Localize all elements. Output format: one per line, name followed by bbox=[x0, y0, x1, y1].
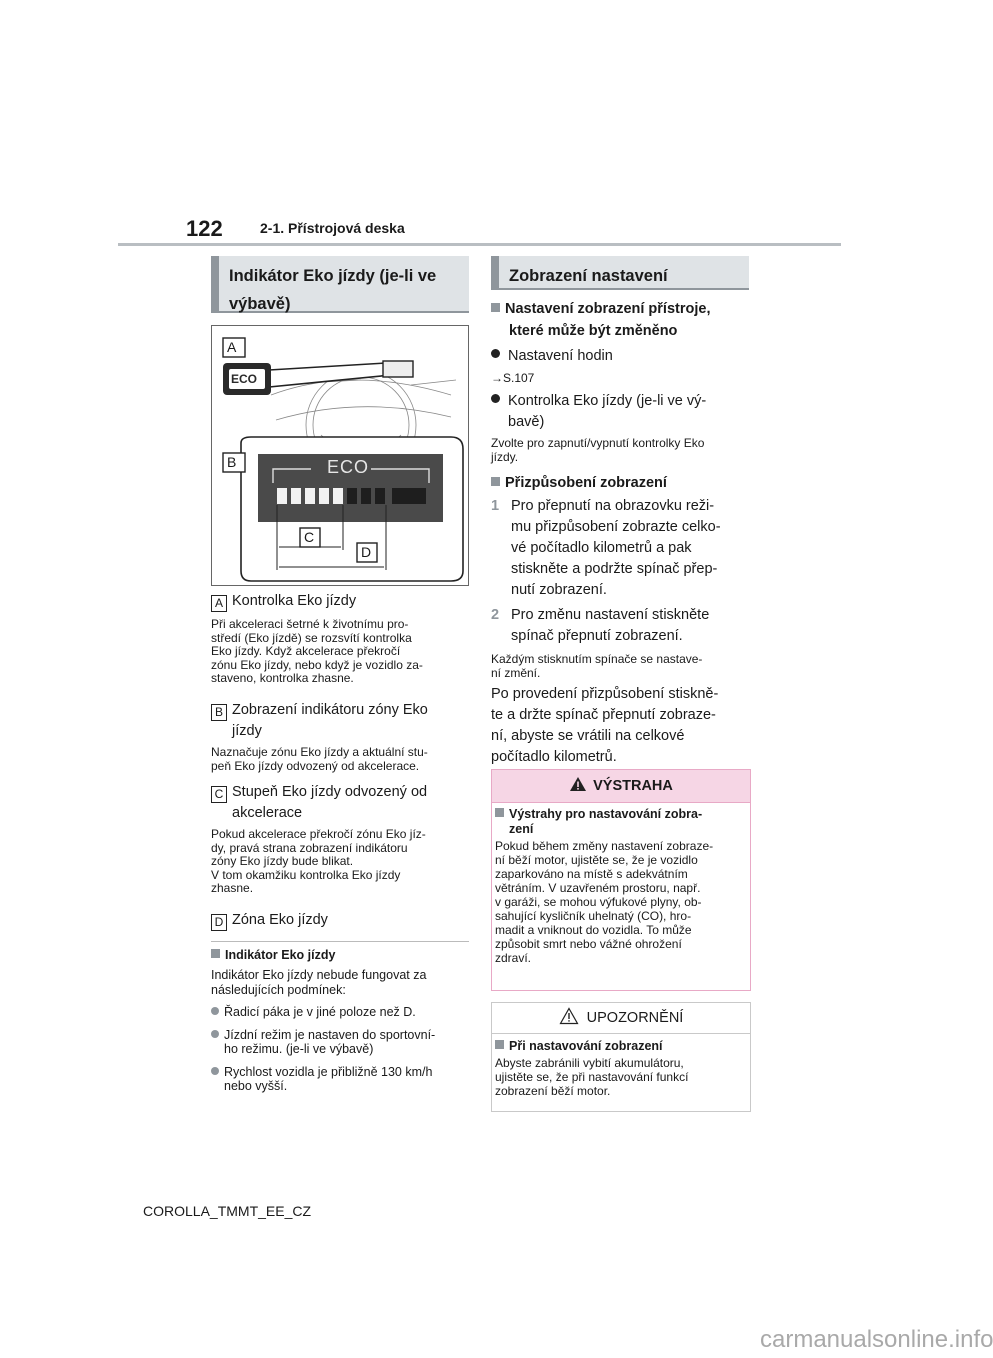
desc-line: Zvolte pro zapnutí/vypnutí kontrolky Eko bbox=[491, 436, 705, 450]
warning-box bbox=[491, 769, 751, 991]
heading-line-2: výbavě) bbox=[229, 295, 291, 313]
desc-line: Eko jízdy. Když akcelerace překročí bbox=[211, 644, 401, 658]
desc-line: Pokud akcelerace překročí zónu Eko jíz- bbox=[211, 827, 426, 841]
notice-line: Abyste zabránili vybití akumulátoru, bbox=[495, 1055, 684, 1070]
step-line: spínač přepnutí zobrazení. bbox=[511, 628, 683, 644]
desc-line: staveno, kontrolka zhasne. bbox=[211, 671, 354, 685]
eco-icon-text: ECO bbox=[231, 372, 258, 386]
condition-text: nebo vyšší. bbox=[224, 1079, 288, 1093]
after-line: Po provedení přizpůsobení stiskně- bbox=[491, 686, 719, 702]
watermark: carmanualsonline.info bbox=[760, 1326, 993, 1353]
subsection-title-row bbox=[211, 948, 469, 963]
warning-header bbox=[492, 770, 750, 803]
eco-lamp-setting-text: bavě) bbox=[508, 414, 545, 430]
square-bullet-icon bbox=[491, 303, 500, 312]
step-text bbox=[511, 605, 709, 647]
square-bullet-icon bbox=[491, 477, 500, 486]
desc-line: zónu Eko jízdy, nebo když je vozidlo za- bbox=[211, 657, 423, 672]
warning-content bbox=[492, 803, 750, 965]
bullet-dot-icon bbox=[211, 1067, 219, 1075]
desc-line: středí (Eko jízdě) se rozsvítí kontrolka bbox=[211, 630, 412, 645]
warning-line: zaparkováno na místě s adekvátním bbox=[495, 867, 688, 881]
condition-item bbox=[211, 1005, 469, 1020]
clock-setting-item bbox=[491, 346, 749, 367]
page-number: 122 bbox=[186, 216, 223, 241]
warning-line: způsobit smrt nebo vážné ohrožení bbox=[495, 937, 682, 951]
item-b-title-row bbox=[211, 700, 469, 721]
eco-bar-segments bbox=[277, 488, 426, 504]
bullet-dot-icon bbox=[491, 394, 500, 403]
heading-line-1: Indikátor Eko jízdy (je-li ve bbox=[229, 267, 437, 285]
item-c-title-2: akcelerace bbox=[232, 805, 303, 821]
desc-line: Při akceleraci šetrné k životnímu pro- bbox=[211, 617, 409, 631]
desc-line: V tom okamžiku kontrolka Eko jízdy bbox=[211, 867, 401, 882]
condition-text: Řadicí páka je v jiné poloze než D. bbox=[224, 1005, 416, 1019]
warning-line: madit a vniknout do vozidla. To může bbox=[495, 923, 692, 937]
page-reference-text: S.107 bbox=[503, 371, 535, 385]
warning-line: ní běží motor, ujistěte se, že je vozidlo bbox=[495, 853, 698, 867]
warning-line: Pokud během změny nastavení zobraze- bbox=[495, 839, 714, 853]
notice-content bbox=[492, 1034, 750, 1098]
item-b-title-1: Zobrazení indikátoru zóny Eko bbox=[232, 702, 428, 718]
label-a: A bbox=[211, 595, 227, 612]
notice-subtitle-row bbox=[495, 1039, 747, 1054]
dashboard-illustration bbox=[211, 325, 469, 586]
warning-line: větráním. V uzavřeném prostoru, např. bbox=[495, 881, 701, 895]
step-line: stiskněte a podržte spínač přep- bbox=[511, 561, 718, 577]
warning-subtitle bbox=[495, 807, 747, 836]
eco-lamp-setting-text: Kontrolka Eko jízdy (je-li ve vý- bbox=[508, 393, 707, 409]
step-line: nutí zobrazení. bbox=[511, 582, 607, 598]
bullet-dot-icon bbox=[491, 349, 500, 358]
step-2 bbox=[491, 605, 749, 647]
notice-header bbox=[492, 1003, 750, 1034]
step-line: mu přizpůsobení zobrazte celko- bbox=[511, 519, 721, 535]
step-number: 1 bbox=[491, 498, 500, 514]
desc-line: zóny Eko jízdy bude blikat. bbox=[211, 854, 354, 868]
warning-title: VÝSTRAHA bbox=[593, 778, 673, 794]
divider bbox=[211, 941, 469, 942]
label-c: C bbox=[211, 786, 227, 803]
note-line: ní změní. bbox=[491, 665, 541, 680]
clock-setting-text: Nastavení hodin bbox=[508, 348, 613, 364]
item-a-desc bbox=[211, 618, 469, 686]
caution-triangle-icon bbox=[559, 1007, 579, 1025]
item-c-title-row bbox=[211, 782, 469, 803]
warning-subtitle-line: zení bbox=[509, 821, 534, 836]
settings-section bbox=[491, 298, 749, 768]
square-bullet-icon bbox=[495, 808, 504, 817]
square-bullet-icon bbox=[211, 949, 220, 958]
condition-text: Rychlost vozidla je přibližně 130 km/h bbox=[224, 1064, 433, 1079]
figure-label-b: B bbox=[227, 454, 237, 470]
eco-indicator-conditions bbox=[211, 948, 469, 1094]
item-a bbox=[211, 591, 469, 686]
item-b bbox=[211, 700, 469, 773]
condition-text: Jízdní režim je nastaven do sportovní- bbox=[224, 1027, 436, 1042]
step-note bbox=[491, 653, 749, 680]
eco-indicator-heading bbox=[211, 256, 469, 313]
warning-line: zdraví. bbox=[495, 951, 532, 965]
desc-line: dy, pravá strana zobrazení indikátoru bbox=[211, 840, 408, 855]
after-line: te a držte spínač přepnutí zobraze- bbox=[491, 707, 716, 723]
item-d bbox=[211, 910, 469, 931]
after-line: ní, abyste se vrátili na celkové bbox=[491, 728, 685, 744]
desc-line: zhasne. bbox=[211, 881, 254, 895]
header-rule bbox=[118, 243, 841, 246]
section-title: 2-1. Přístrojová deska bbox=[260, 220, 405, 236]
warning-body bbox=[495, 839, 747, 965]
item-c-title-1: Stupeň Eko jízdy odvozený od bbox=[232, 784, 428, 800]
desc-line: Naznačuje zónu Eko jízdy a aktuální stu- bbox=[211, 745, 428, 759]
warning-triangle-icon bbox=[569, 776, 587, 792]
bullet-dot-icon bbox=[211, 1007, 219, 1015]
item-a-title: Kontrolka Eko jízdy bbox=[232, 593, 357, 609]
subsection-title: Indikátor Eko jízdy bbox=[225, 948, 336, 962]
desc-line: peň Eko jízdy odvozený od akcelerace. bbox=[211, 758, 420, 773]
notice-subtitle: Při nastavování zobrazení bbox=[509, 1039, 663, 1053]
bullet-dot-icon bbox=[211, 1030, 219, 1038]
notice-title: UPOZORNĚNÍ bbox=[586, 1010, 684, 1026]
step-number: 2 bbox=[491, 607, 500, 623]
warning-line: sahující kysličník uhelnatý (CO), hro- bbox=[495, 909, 692, 923]
notice-box bbox=[491, 1002, 751, 1112]
item-c bbox=[211, 782, 469, 896]
condition-item bbox=[211, 1065, 469, 1094]
sub2-title-row bbox=[491, 472, 749, 494]
sub1-title-line: které může být změněno bbox=[509, 323, 678, 339]
figure-label-d: D bbox=[361, 544, 372, 560]
after-line: počítadlo kilometrů. bbox=[491, 749, 617, 765]
sub1-title bbox=[491, 298, 749, 342]
label-d: D bbox=[211, 914, 227, 931]
item-d-title-row bbox=[211, 910, 469, 931]
notice-line: zobrazení běží motor. bbox=[495, 1083, 611, 1098]
item-a-title-row bbox=[211, 591, 469, 612]
warning-subtitle-line: Výstrahy pro nastavování zobra- bbox=[509, 807, 703, 821]
after-customization-text bbox=[491, 684, 749, 768]
eco-lamp-setting-item bbox=[491, 391, 749, 433]
intro-line: Indikátor Eko jízdy nebude fungovat za bbox=[211, 968, 427, 982]
item-b-desc bbox=[211, 746, 469, 773]
page-reference[interactable] bbox=[491, 371, 749, 385]
note-line: Každým stisknutím spínače se nastave- bbox=[491, 652, 703, 666]
item-c-desc bbox=[211, 828, 469, 896]
label-b: B bbox=[211, 704, 227, 721]
warning-line: v garáži, se mohou výfukové plyny, ob- bbox=[495, 895, 702, 909]
subsection-intro bbox=[211, 968, 469, 997]
intro-line: následujících podmínek: bbox=[211, 982, 346, 997]
eco-lamp-setting-desc bbox=[491, 437, 749, 464]
square-bullet-icon bbox=[495, 1040, 504, 1049]
notice-body bbox=[495, 1056, 747, 1098]
display-settings-heading: Zobrazení nastavení bbox=[491, 256, 749, 290]
arrow-right-icon: → bbox=[491, 371, 503, 385]
eco-display-text: ECO bbox=[327, 457, 370, 477]
condition-text: ho režimu. (je-li ve výbavě) bbox=[224, 1042, 374, 1056]
figure-label-c: C bbox=[304, 529, 315, 545]
eco-indicator-figure bbox=[211, 325, 469, 586]
desc-line: jízdy. bbox=[491, 449, 519, 464]
notice-line: ujistěte se, že při nastavování funkcí bbox=[495, 1069, 689, 1084]
step-line: Pro přepnutí na obrazovku reži- bbox=[511, 498, 715, 514]
document-footer: COROLLA_TMMT_EE_CZ bbox=[143, 1203, 312, 1219]
condition-item bbox=[211, 1028, 469, 1057]
sub1-title-line: Nastavení zobrazení přístroje, bbox=[505, 301, 711, 317]
step-1 bbox=[491, 496, 749, 601]
item-d-title: Zóna Eko jízdy bbox=[232, 912, 328, 928]
figure-label-a: A bbox=[227, 339, 237, 355]
item-b-title-2: jízdy bbox=[232, 723, 262, 739]
step-line: vé počítadlo kilometrů a pak bbox=[511, 540, 692, 556]
step-text bbox=[511, 496, 721, 601]
sub2-title: Přizpůsobení zobrazení bbox=[505, 475, 667, 491]
step-line: Pro změnu nastavení stiskněte bbox=[511, 607, 710, 623]
